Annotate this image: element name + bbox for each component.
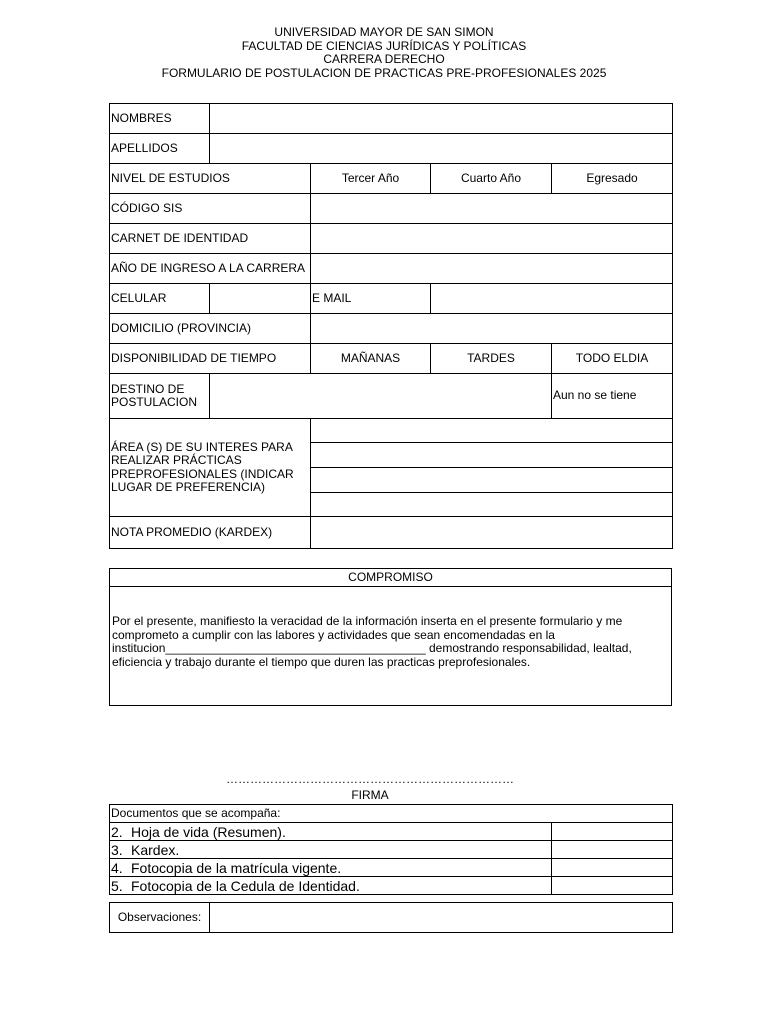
career-name: CARRERA DERECHO [323, 52, 445, 66]
domicilio-field[interactable] [311, 314, 673, 344]
area-field-4[interactable] [311, 493, 673, 517]
ingreso-label: AÑO DE INGRESO A LA CARRERA [110, 254, 311, 284]
codigo-field[interactable] [311, 194, 673, 224]
email-field[interactable] [431, 284, 673, 314]
nivel-option-tercer[interactable]: Tercer Año [311, 164, 431, 194]
nota-label: NOTA PROMEDIO (KARDEX) [110, 517, 311, 549]
observaciones-field[interactable] [210, 903, 673, 933]
area-field-2[interactable] [311, 443, 673, 468]
nota-field[interactable] [311, 517, 673, 549]
codigo-label: CÓDIGO SIS [110, 194, 311, 224]
documents-title: Documentos que se acompaña: [110, 805, 673, 823]
document-check-field[interactable] [552, 823, 673, 841]
apellidos-label: APELLIDOS [110, 134, 210, 164]
document-check-field[interactable] [552, 841, 673, 859]
area-label: ÁREA (S) DE SU INTERES PARA REALIZAR PRÁCTICAS PREPROFESIONALES (INDICAR LUGAR DE PREFERENCIA) [110, 419, 311, 517]
faculty-name: FACULTAD DE CIENCIAS JURÍDICAS Y POLÍTICAS [241, 38, 527, 53]
document-item: 3. Kardex. [110, 841, 552, 859]
compromiso-text: Por el presente, manifiesto la veracidad de la información inserta en el presente formulario y me comprometo a cumplir con las labores y actividades que sean encomendadas en la institucion_______________________________________ demostrando responsabilidad, lealtad, eficiencia y trabajo durante el tiempo que duren las practicas preprofesionales. [110, 587, 672, 706]
celular-label: CELULAR [110, 284, 210, 314]
apellidos-field[interactable] [210, 134, 673, 164]
observaciones-label: Observaciones: [110, 903, 210, 933]
disponibilidad-label: DISPONIBILIDAD DE TIEMPO [110, 344, 311, 374]
destino-note: Aun no se tiene [552, 374, 673, 419]
destino-field[interactable] [210, 374, 552, 419]
university-name: UNIVERSIDAD MAYOR DE SAN SIMON [274, 25, 494, 39]
signature-line: ……………………………………………………………… [226, 772, 514, 786]
document-item: 4. Fotocopia de la matrícula vigente. [110, 859, 552, 877]
domicilio-label: DOMICILIO (PROVINCIA) [110, 314, 311, 344]
nombres-label: NOMBRES [110, 104, 210, 134]
area-field-3[interactable] [311, 468, 673, 493]
document-check-field[interactable] [552, 877, 673, 895]
observaciones-table [109, 902, 673, 933]
celular-field[interactable] [210, 284, 311, 314]
document-check-field[interactable] [552, 859, 673, 877]
email-label: E MAIL [311, 284, 431, 314]
nombres-field[interactable] [210, 104, 673, 134]
application-form-table [109, 103, 673, 549]
area-field-1[interactable] [311, 419, 673, 443]
nivel-option-egresado[interactable]: Egresado [552, 164, 673, 194]
disp-option-tardes[interactable]: TARDES [431, 344, 552, 374]
compromiso-title: COMPROMISO [110, 569, 672, 587]
disp-option-mananas[interactable]: MAÑANAS [311, 344, 431, 374]
disp-option-todo-el-dia[interactable]: TODO ELDIA [552, 344, 673, 374]
document-item: 2. Hoja de vida (Resumen). [110, 823, 552, 841]
document-item: 5. Fotocopia de la Cedula de Identidad. [110, 877, 552, 895]
carnet-field[interactable] [311, 224, 673, 254]
ingreso-field[interactable] [311, 254, 673, 284]
carnet-label: CARNET DE IDENTIDAD [110, 224, 311, 254]
form-header [0, 26, 768, 80]
nivel-label: NIVEL DE ESTUDIOS [110, 164, 311, 194]
signature-label: FIRMA [351, 788, 389, 802]
form-title: FORMULARIO DE POSTULACION DE PRACTICAS PRE-PROFESIONALES 2025 [161, 65, 607, 80]
compromiso-table [109, 568, 672, 706]
nivel-option-cuarto[interactable]: Cuarto Año [431, 164, 552, 194]
destino-label: DESTINO DE POSTULACION [110, 374, 210, 419]
documents-table [109, 804, 673, 895]
